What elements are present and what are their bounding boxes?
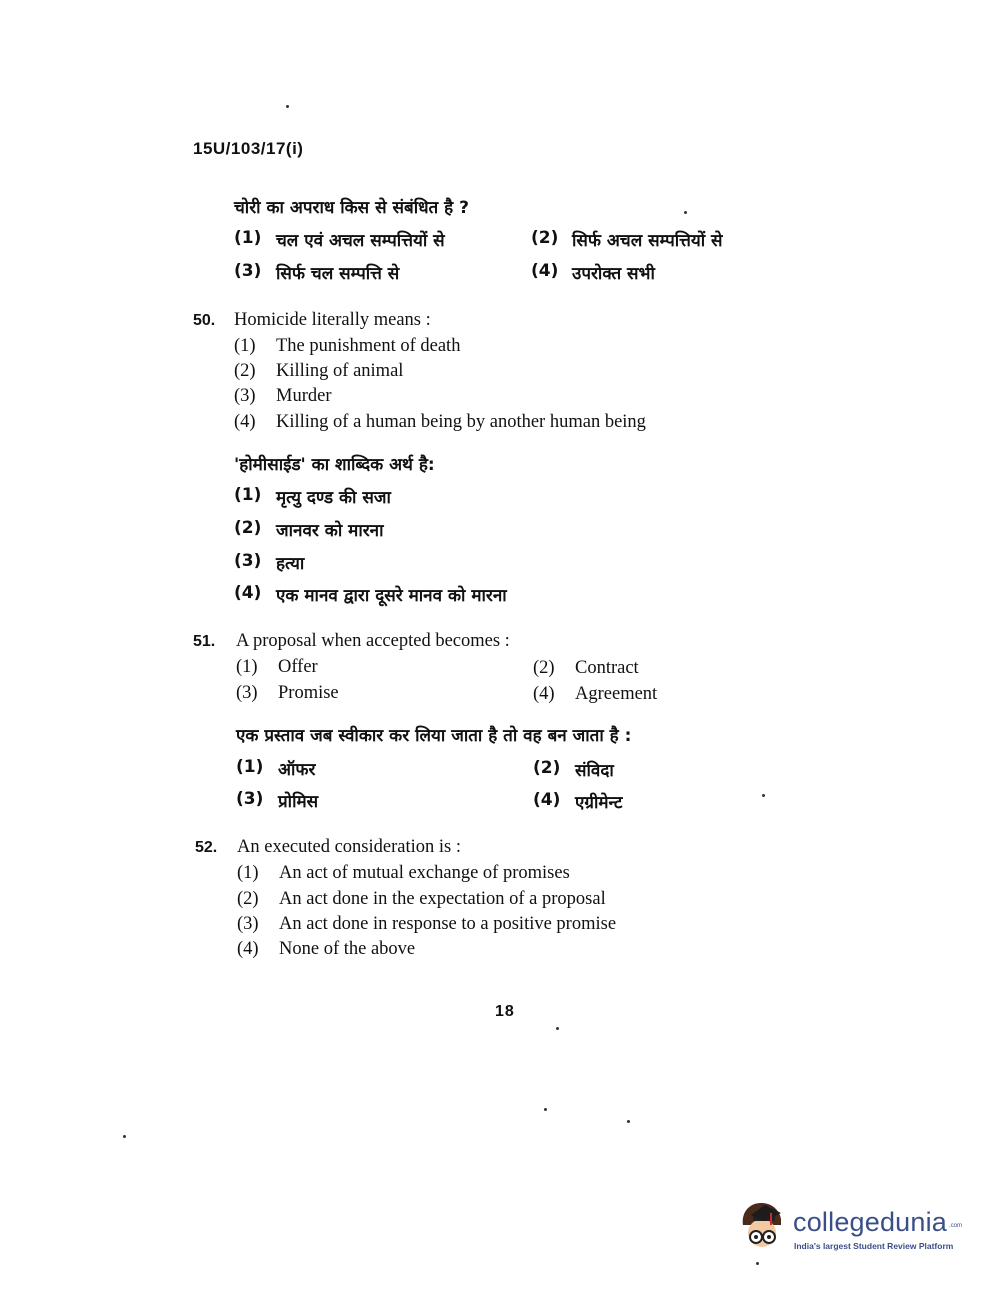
scan-speck xyxy=(627,1120,630,1123)
question-number: 52. xyxy=(195,839,218,856)
option-4-text: Killing of a human being by another human being xyxy=(276,412,646,432)
option-hi-4-num: (4) xyxy=(533,790,561,810)
scan-speck xyxy=(756,1262,759,1265)
option-1-text: The punishment of death xyxy=(276,336,461,356)
option-2-text: सिर्फ अचल सम्पत्तियों से xyxy=(572,231,723,251)
option-hi-1-text: ऑफर xyxy=(278,760,316,780)
option-hi-2-text: संविदा xyxy=(575,761,614,781)
brand-name: collegedunia xyxy=(793,1207,948,1237)
option-3-text: Murder xyxy=(276,386,332,406)
option-4-num: (4) xyxy=(533,684,555,704)
question-text-en: Homicide literally means : xyxy=(234,310,431,330)
question-text-hi: एक प्रस्ताव जब स्वीकार कर लिया जाता है तो वह बन जाता है : xyxy=(236,726,632,746)
mascot-icon xyxy=(735,1195,795,1255)
scan-speck xyxy=(286,105,289,108)
option-4-num: (4) xyxy=(234,412,256,432)
scan-speck xyxy=(544,1108,547,1111)
option-hi-3-num: (3) xyxy=(234,551,262,571)
option-4-text: Agreement xyxy=(575,684,658,704)
option-2-text: Killing of animal xyxy=(276,361,404,381)
option-4-num: (4) xyxy=(237,939,259,959)
option-3-num: (3) xyxy=(234,386,256,406)
option-hi-2-num: (2) xyxy=(533,758,561,778)
question-text-en: An executed consideration is : xyxy=(237,837,461,857)
scan-speck xyxy=(556,1027,559,1030)
option-hi-1-text: मृत्यु दण्ड की सजा xyxy=(276,488,391,508)
option-4-text: उपरोक्त सभी xyxy=(572,264,655,284)
option-2-text: Contract xyxy=(575,658,639,678)
option-1-num: (1) xyxy=(234,228,262,248)
option-2-text: An act done in the expectation of a proposal xyxy=(279,889,606,909)
option-1-num: (1) xyxy=(237,863,259,883)
option-hi-2-num: (2) xyxy=(234,518,262,538)
question-number: 51. xyxy=(193,633,216,650)
option-hi-2-text: जानवर को मारना xyxy=(276,521,384,541)
option-1-num: (1) xyxy=(236,657,258,677)
option-hi-1-num: (1) xyxy=(236,757,264,777)
brand-tagline: India's largest Student Review Platform xyxy=(794,1241,954,1251)
scan-speck xyxy=(123,1135,126,1138)
brand-suffix: .com xyxy=(949,1223,963,1229)
option-hi-4-num: (4) xyxy=(234,583,262,603)
paper-code: 15U/103/17(i) xyxy=(193,139,304,158)
option-hi-3-num: (3) xyxy=(236,789,264,809)
option-3-num: (3) xyxy=(234,261,262,281)
option-3-num: (3) xyxy=(236,683,258,703)
scan-speck xyxy=(762,794,765,797)
page-number: 18 xyxy=(495,1003,515,1020)
option-3-text: Promise xyxy=(278,683,339,703)
option-2-num: (2) xyxy=(533,658,555,678)
option-3-num: (3) xyxy=(237,914,259,934)
option-1-text: चल एवं अचल सम्पत्तियों से xyxy=(276,231,445,251)
option-hi-4-text: एग्रीमेन्ट xyxy=(575,793,623,813)
collegedunia-watermark xyxy=(735,1195,965,1260)
option-hi-3-text: प्रोमिस xyxy=(278,792,319,812)
option-1-text: Offer xyxy=(278,657,318,677)
option-2-num: (2) xyxy=(237,889,259,909)
question-text-hi: चोरी का अपराध किस से संबंधित है ? xyxy=(234,198,469,218)
option-hi-3-text: हत्या xyxy=(276,554,305,574)
question-text-hi: 'होमीसाईड' का शाब्दिक अर्थ है: xyxy=(234,455,435,475)
question-number: 50. xyxy=(193,312,216,329)
option-1-num: (1) xyxy=(234,336,256,356)
option-2-num: (2) xyxy=(531,228,559,248)
option-hi-4-text: एक मानव द्वारा दूसरे मानव को मारना xyxy=(276,586,507,606)
question-text-en: A proposal when accepted becomes : xyxy=(236,631,510,651)
option-3-text: सिर्फ चल सम्पत्ति से xyxy=(276,264,400,284)
scan-speck xyxy=(684,211,687,214)
option-3-text: An act done in response to a positive promise xyxy=(279,914,617,934)
option-4-num: (4) xyxy=(531,261,559,281)
option-1-text: An act of mutual exchange of promises xyxy=(279,863,570,883)
option-2-num: (2) xyxy=(234,361,256,381)
option-4-text: None of the above xyxy=(279,939,416,959)
option-hi-1-num: (1) xyxy=(234,485,262,505)
